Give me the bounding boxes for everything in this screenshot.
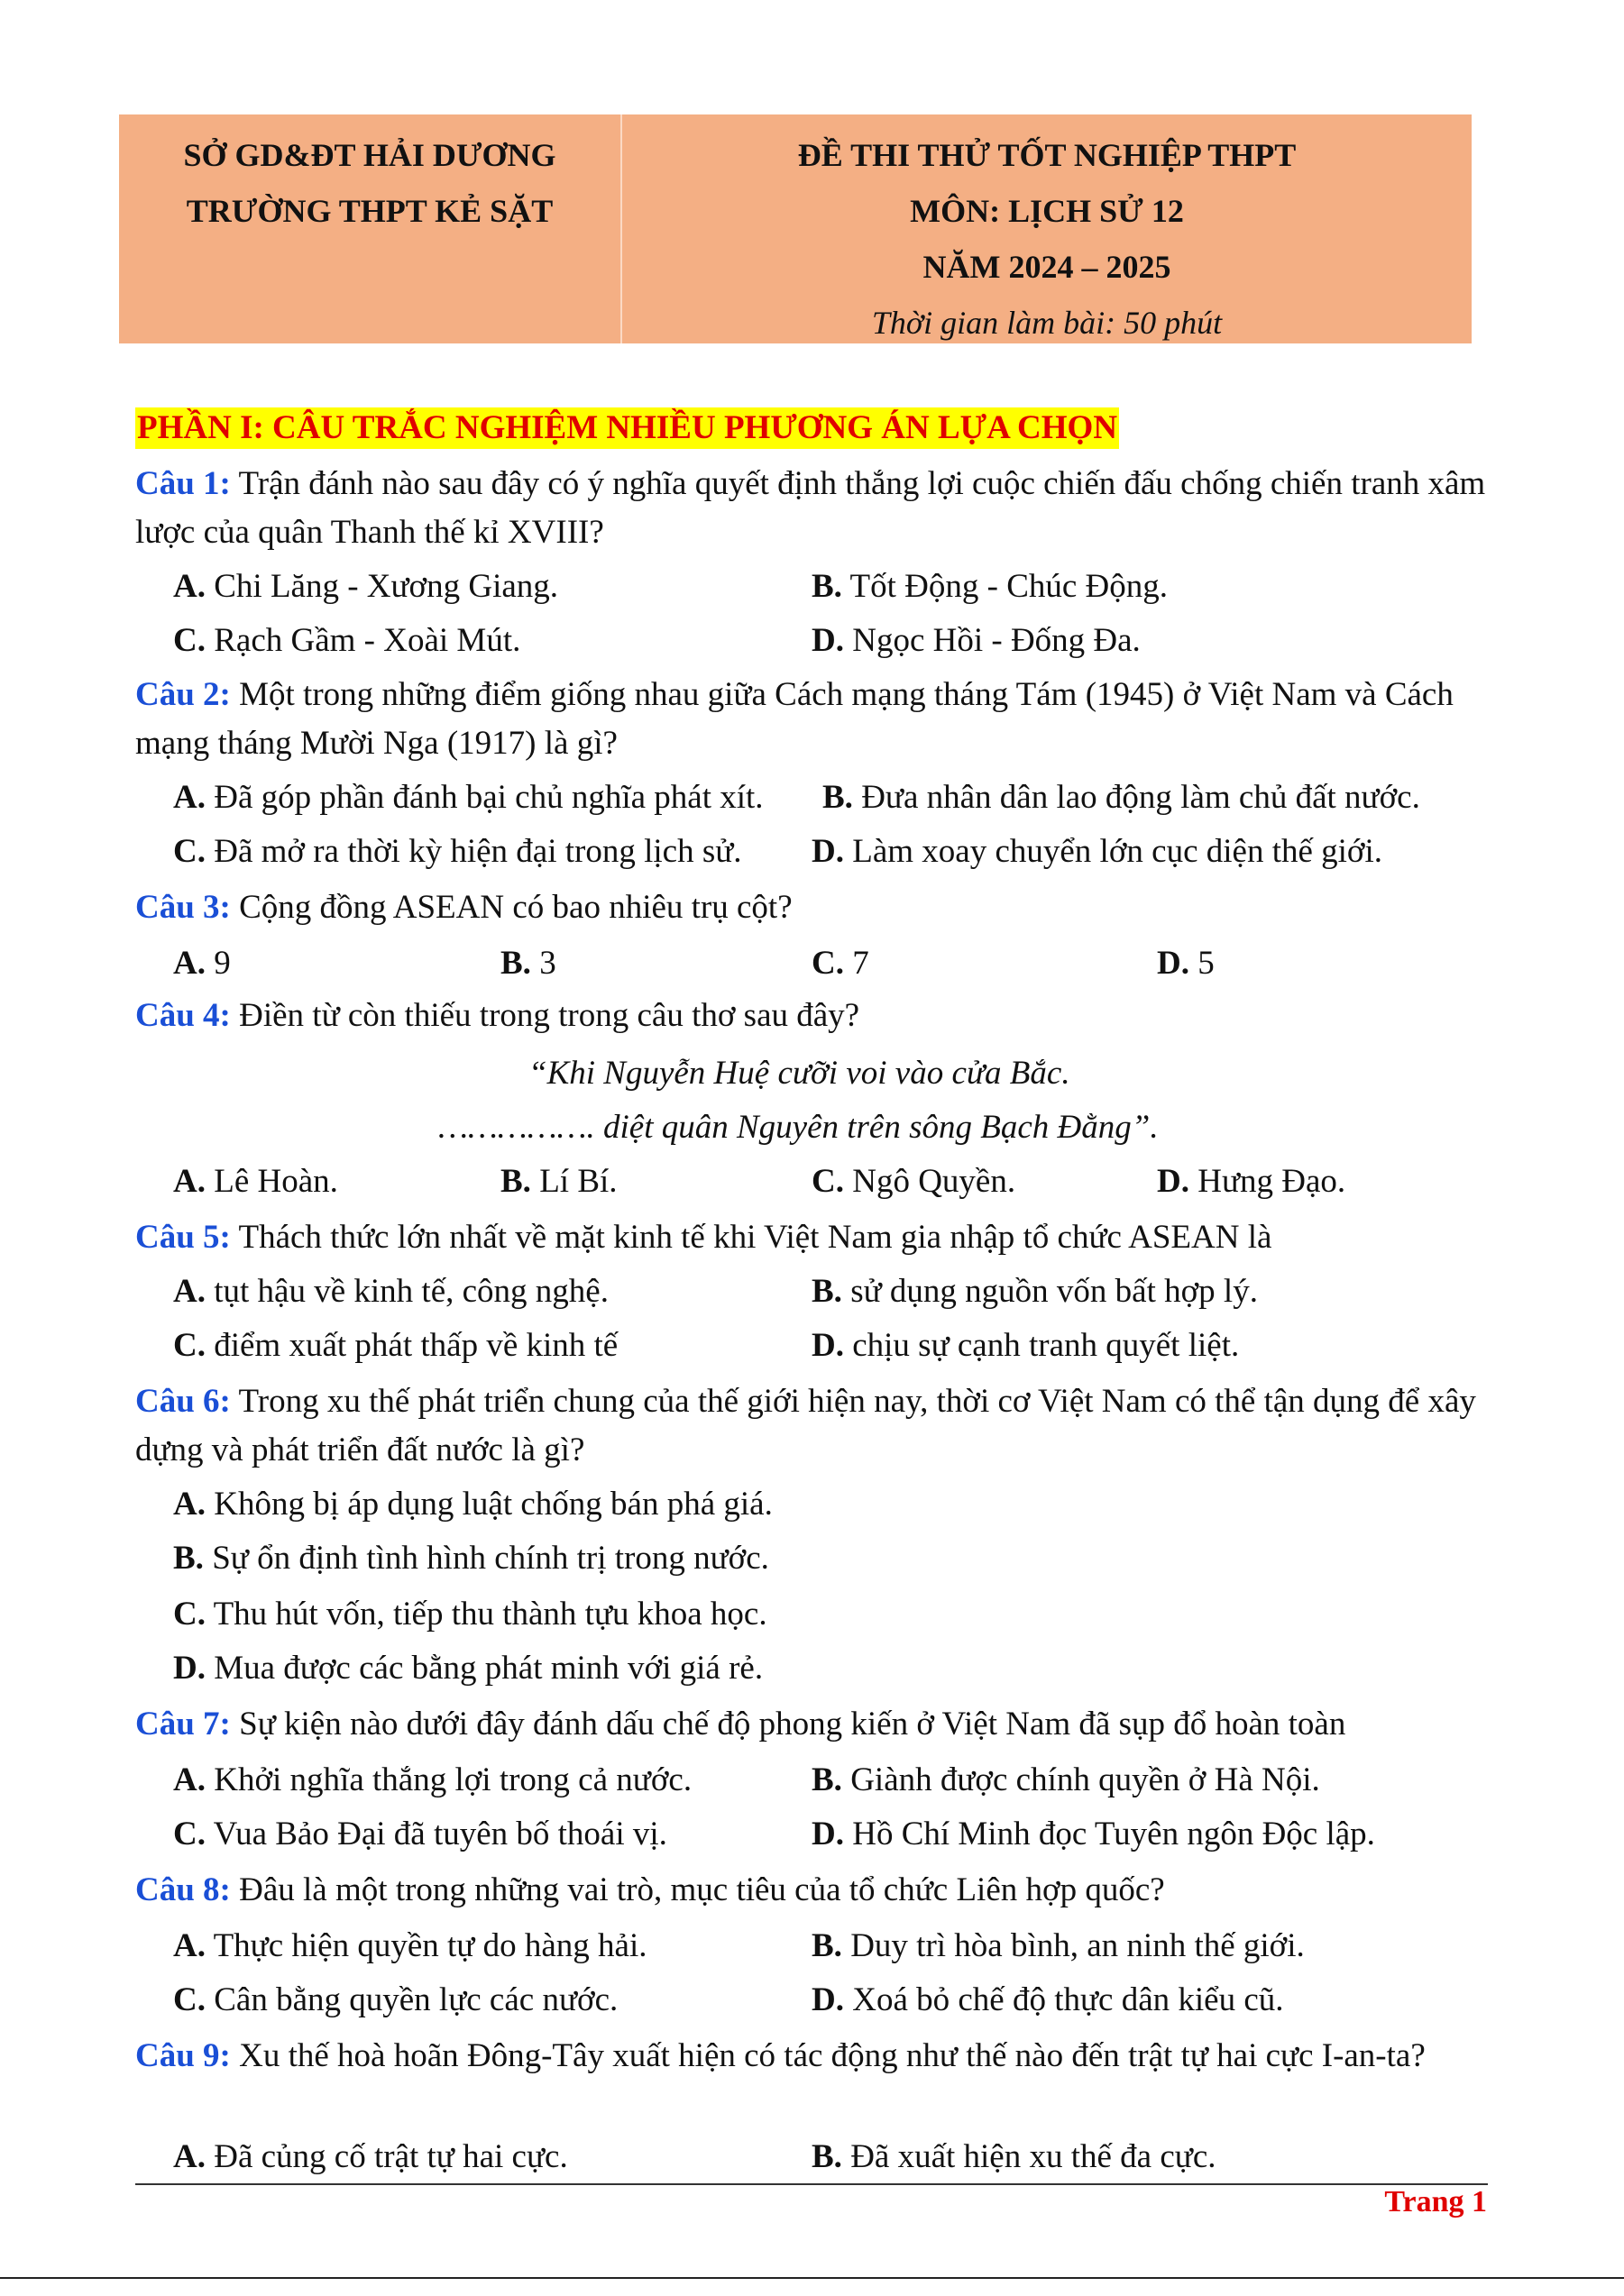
option-7d: D. Hồ Chí Minh đọc Tuyên ngôn Độc lập. [812,1816,1375,1852]
question-text: Đâu là một trong những vai trò, mục tiêu của tổ chức Liên hợp quốc? [239,1871,1165,1908]
option-3b: B. 3 [500,945,556,982]
question-label: Câu 1: [135,465,231,502]
option-8b: B. Duy trì hòa bình, an ninh thế giới. [812,1927,1305,1964]
question-label: Câu 6: [135,1383,231,1420]
exam-header [119,114,1472,343]
option-7b: B. Giành được chính quyền ở Hà Nội. [812,1761,1320,1798]
option-2b: B. Đưa nhân dân lao động làm chủ đất nước. [822,779,1420,816]
question-7 [135,1700,1488,1749]
option-5a: A. tụt hậu về kinh tế, công nghệ. [173,1273,609,1310]
page-edge-line [0,2277,1624,2279]
option-1c: C. Rạch Gầm - Xoài Mút. [173,622,521,659]
question-5 [135,1213,1488,1262]
option-5d: D. chịu sự cạnh tranh quyết liệt. [812,1327,1240,1364]
question-label: Câu 2: [135,676,231,713]
question-text: Trong xu thế phát triển chung của thế giới hiện nay, thời cơ Việt Nam có thể tận dụng để xây dựng và phát triển đất nước là gì? [135,1383,1476,1468]
option-3d: D. 5 [1157,945,1215,982]
question-label: Câu 8: [135,1871,231,1908]
option-3c: C. 7 [812,945,869,982]
question-8 [135,1866,1488,1915]
option-4a: A. Lê Hoàn. [173,1163,338,1200]
option-4c: C. Ngô Quyền. [812,1163,1016,1200]
option-2c: C. Đã mở ra thời kỳ hiện đại trong lịch sử. [173,833,742,870]
school-name: TRƯỜNG THPT KẺ SẶT [186,193,554,229]
header-left [119,114,622,343]
question-text: Sự kiện nào dưới đây đánh dấu chế độ phong kiến ở Việt Nam đã sụp đổ hoàn toàn [239,1706,1346,1743]
option-6a: A. Không bị áp dụng luật chống bán phá giá. [173,1486,773,1523]
option-2d: D. Làm xoay chuyển lớn cục diện thế giới. [812,833,1383,870]
question-label: Câu 4: [135,997,231,1034]
footer-divider [135,2183,1488,2185]
option-8d: D. Xoá bỏ chế độ thực dân kiểu cũ. [812,1981,1284,2018]
department-name: SỞ GD&ĐT HẢI DƯƠNG [183,137,556,173]
option-4d: D. Hưng Đạo. [1157,1163,1346,1200]
option-5b: B. sử dụng nguồn vốn bất hợp lý. [812,1273,1258,1310]
option-7a: A. Khởi nghĩa thắng lợi trong cả nước. [173,1761,693,1798]
poem-line-2: ……………. diệt quân Nguyên trên sông Bạch Đằng”. [438,1109,1159,1146]
option-6b: B. Sự ổn định tình hình chính trị trong nước. [173,1540,769,1577]
option-6d: D. Mua được các bằng phát minh với giá rẻ. [173,1650,764,1687]
option-4b: B. Lí Bí. [500,1163,618,1200]
question-text: Trận đánh nào sau đây có ý nghĩa quyết định thắng lợi cuộc chiến đấu chống chiến tranh xâm lược của quân Thanh thế kỉ XVIII? [135,465,1486,551]
question-label: Câu 3: [135,889,231,926]
option-5c: C. điểm xuất phát thấp về kinh tế [173,1327,619,1364]
option-3a: A. 9 [173,945,231,982]
question-label: Câu 9: [135,2037,231,2074]
option-1d: D. Ngọc Hồi - Đống Đa. [812,622,1141,659]
school-year: NĂM 2024 – 2025 [922,249,1171,285]
question-6 [135,1377,1488,1475]
question-1 [135,460,1488,557]
question-4 [135,992,1488,1040]
question-label: Câu 7: [135,1706,231,1743]
option-8c: C. Cân bằng quyền lực các nước. [173,1981,619,2018]
question-label: Câu 5: [135,1219,231,1256]
question-text: Điền từ còn thiếu trong trong câu thơ sau đây? [239,997,860,1034]
question-text: Một trong những điểm giống nhau giữa Cách mạng tháng Tám (1945) ở Việt Nam và Cách mạng tháng Mười Nga (1917) là gì? [135,676,1454,762]
section-title: PHẦN I: CÂU TRẮC NGHIỆM NHIỀU PHƯƠNG ÁN LỰA CHỌN [135,407,1119,449]
question-text: Xu thế hoà hoãn Đông-Tây xuất hiện có tác động như thế nào đến trật tự hai cực I-an-ta? [239,2037,1426,2074]
option-9b: B. Đã xuất hiện xu thế đa cực. [812,2138,1216,2175]
question-2 [135,671,1488,768]
question-text: Thách thức lớn nhất về mặt kinh tế khi Việt Nam gia nhập tổ chức ASEAN là [238,1219,1272,1256]
option-1a: A. Chi Lăng - Xương Giang. [173,568,559,605]
question-9 [135,2032,1488,2081]
subject: MÔN: LỊCH SỬ 12 [910,193,1184,229]
option-1b: B. Tốt Động - Chúc Động. [812,568,1169,605]
option-9a: A. Đã củng cố trật tự hai cực. [173,2138,568,2175]
page-number: Trang 1 [1384,2185,1487,2218]
option-8a: A. Thực hiện quyền tự do hàng hải. [173,1927,647,1964]
header-right [622,114,1472,343]
option-6c: C. Thu hút vốn, tiếp thu thành tựu khoa học. [173,1596,767,1633]
duration: Thời gian làm bài: 50 phút [871,305,1223,341]
option-2a: A. Đã góp phần đánh bại chủ nghĩa phát xít. [173,779,764,816]
question-3 [135,883,1488,932]
option-7c: C. Vua Bảo Đại đã tuyên bố thoái vị. [173,1816,667,1852]
question-text: Cộng đồng ASEAN có bao nhiêu trụ cột? [239,889,793,926]
poem-line-1: “Khi Nguyễn Huệ cưỡi voi vào cửa Bắc. [528,1055,1070,1092]
exam-title: ĐỀ THI THỬ TỐT NGHIỆP THPT [797,137,1297,173]
